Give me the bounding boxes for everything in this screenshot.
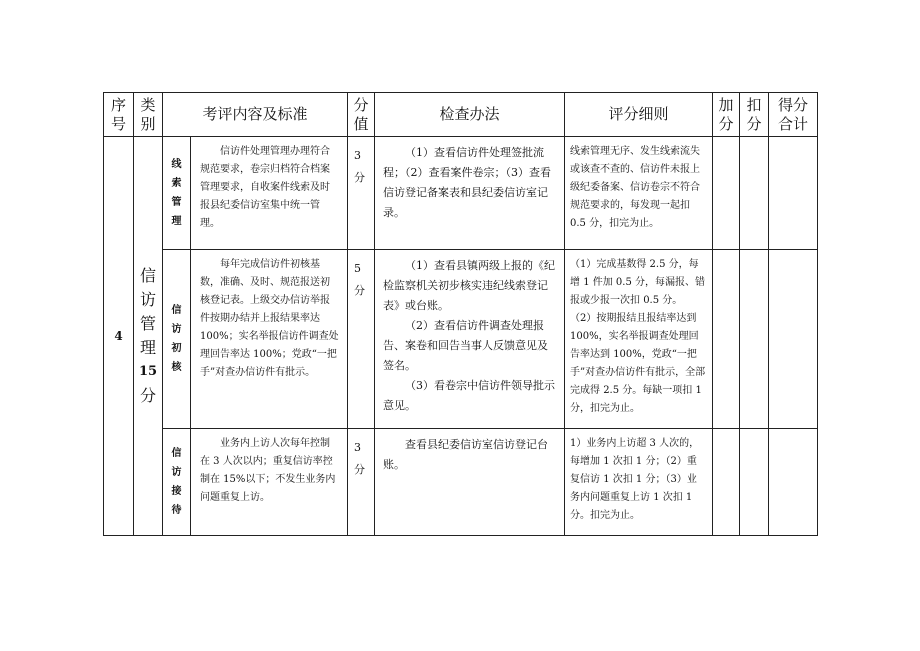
deduct-cell: [740, 250, 769, 429]
header-total: 得分合计: [769, 93, 818, 137]
subcategory-label: 线 索 管 理: [163, 137, 191, 250]
table-row-petition-reception: [104, 429, 818, 536]
standard-text: 业务内上访人次每年控制在 3 人次以内；重复信访率控制在 15%以下；不发生业务内问题重复上访。: [191, 429, 348, 536]
header-deduct: 扣分: [740, 93, 769, 137]
header-score: 分值: [348, 93, 375, 137]
header-content: 考评内容及标准: [163, 93, 348, 137]
total-cell: [769, 137, 818, 250]
check-method: （1）查看县镇两级上报的《纪检监察机关初步核实违纪线索登记表》或台账。 （2）查看信访件调查处理报告、案卷和回告当事人反馈意见及签名。 （3）看卷宗中信访件领导批示意见。: [375, 250, 565, 429]
scoring-rules: 线索管理无序、发生线索流失或该查不查的、信访件未报上级纪委备案、信访卷宗不符合规范要求的，每发现一起扣 0.5 分，扣完为止。: [565, 137, 713, 250]
standard-text: 信访件处理管理办理符合规范要求，卷宗归档符合档案管理要求，自收案件线索及时报县纪委信访室集中统一管理。: [191, 137, 348, 250]
deduct-cell: [740, 137, 769, 250]
add-cell: [713, 429, 740, 536]
assessment-table: [103, 92, 818, 536]
header-row: [104, 93, 818, 137]
deduct-cell: [740, 429, 769, 536]
table-row-clue-management: [104, 137, 818, 250]
table-row-initial-verification: [104, 250, 818, 429]
section-category: 信 访 管 理 15 分: [134, 137, 163, 536]
section-seq: 4: [104, 137, 134, 536]
header-add: 加分: [713, 93, 740, 137]
subcategory-label: 信 访 初 核: [163, 250, 191, 429]
total-cell: [769, 250, 818, 429]
header-category: 类别: [134, 93, 163, 137]
subcategory-label: 信 访 接 待: [163, 429, 191, 536]
score-value: 3 分: [348, 137, 375, 250]
scoring-rules: （1）完成基数得 2.5 分，每增 1 件加 0.5 分，每漏报、错报或少报一次扣 0.5 分。 （2）按期报结且报结率达到 100%，实名举报调查处理回告率达到 100%，党政“一把手”对查办信访件有批示，全部完成得 2.5 分。每缺一项扣 1 分，扣完为止。: [565, 250, 713, 429]
add-cell: [713, 137, 740, 250]
total-cell: [769, 429, 818, 536]
check-method: 查看县纪委信访室信访登记台账。: [375, 429, 565, 536]
add-cell: [713, 250, 740, 429]
header-method: 检查办法: [375, 93, 565, 137]
scoring-rules: 1）业务内上访超 3 人次的，每增加 1 次扣 1 分；（2）重复信访 1 次扣 1 分；（3）业务内问题重复上访 1 次扣 1 分。扣完为止。: [565, 429, 713, 536]
score-value: 5 分: [348, 250, 375, 429]
score-value: 3 分: [348, 429, 375, 536]
check-method: （1）查看信访件处理签批流程；（2）查看案件卷宗；（3）查看信访登记备案表和县纪委信访室记录。: [375, 137, 565, 250]
standard-text: 每年完成信访件初核基数，准确、及时、规范报送初核登记表。上级交办信访举报件按期办结并上报结果率达 100%；实名举报信访件调查处理回告率达 100%；党政“一把手”对查办信访件有批示。: [191, 250, 348, 429]
header-seq: 序号: [104, 93, 134, 137]
header-rules: 评分细则: [565, 93, 713, 137]
